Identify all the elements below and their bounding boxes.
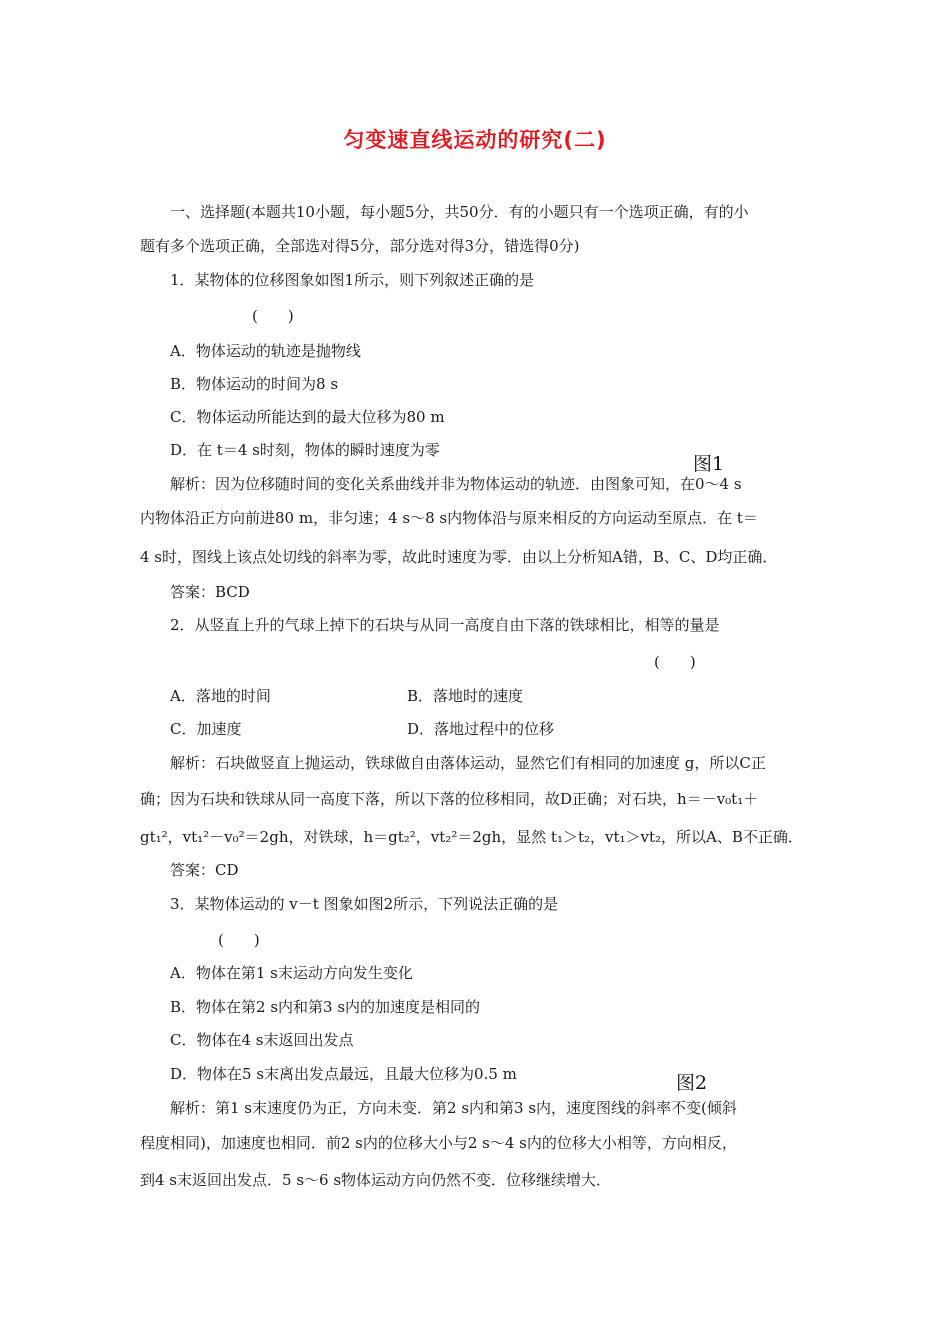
q2-option-a: A．落地的时间 [170,687,271,705]
q1-option-b: B．物体运动的时间为8 s [170,375,339,393]
q2-option-b: B．落地时的速度 [407,687,524,705]
q1-option-a: A．物体运动的轨迹是抛物线 [170,342,361,360]
q2-analysis-line1: 解析：石块做竖直上抛运动，铁球做自由落体运动，显然它们有相同的加速度 g，所以C正 [170,754,766,772]
q3-stem: 3．某物体运动的 v－t 图象如图2所示，下列说法正确的是 [170,895,559,913]
section-instructions-line2: 题有多个选项正确，全部选对得5分，部分选对得3分，错选得0分) [140,237,580,255]
q1-analysis-line1: 解析：因为位移随时间的变化关系曲线并非为物体运动的轨迹．由图象可知，在0～4 s [170,475,742,493]
q3-analysis-line1: 解析：第1 s末速度仍为正，方向未变．第2 s内和第3 s内，速度图线的斜率不变(倾斜 [170,1099,737,1117]
q2-option-d: D．落地过程中的位移 [407,720,555,738]
q1-option-d: D．在 t＝4 s时刻，物体的瞬时速度为零 [170,441,440,459]
q1-answer-blank: ( ) [252,307,294,325]
q3-option-b: B．物体在第2 s内和第3 s内的加速度是相同的 [170,998,481,1016]
q1-analysis-line3: 4 s时，图线上该点处切线的斜率为零，故此时速度为零．由以上分析知A错，B、C、D均正确． [140,548,778,566]
q2-analysis-line2: 确；因为石块和铁球从同一高度下落，所以下落的位移相同，故D正确；对石块，h＝－v₀t₁＋ [140,790,759,808]
q3-analysis-line3: 到4 s末返回出发点．5 s～6 s物体运动方向仍然不变．位移继续增大． [140,1171,612,1189]
figure-1-caption: 图1 [693,453,725,475]
figure-2-caption: 图2 [676,1072,708,1094]
q2-stem: 2．从竖直上升的气球上掉下的石块与从同一高度自由下落的铁球相比，相等的量是 [170,616,720,634]
q1-analysis-line2: 内物体沿正方向前进80 m，非匀速；4 s～8 s内物体沿与原来相反的方向运动至原点．在 t＝ [140,509,758,527]
q3-option-c: C．物体在4 s末返回出发点 [170,1031,354,1049]
section-instructions-line1: 一、选择题(本题共10小题，每小题5分，共50分．有的小题只有一个选项正确，有的小 [170,203,749,221]
q1-stem: 1．某物体的位移图象如图1所示，则下列叙述正确的是 [170,271,535,289]
q3-option-a: A．物体在第1 s末运动方向发生变化 [170,964,413,982]
q3-answer-blank: ( ) [218,931,260,949]
q1-option-c: C．物体运动所能达到的最大位移为80 m [170,408,445,426]
q3-option-d: D．物体在5 s末离出发点最远，且最大位移为0.5 m [170,1065,517,1083]
page-title: 匀变速直线运动的研究(二) [343,128,607,152]
q1-answer: 答案：BCD [170,583,250,601]
q2-answer-blank: ( ) [654,653,696,671]
q3-analysis-line2: 程度相同)，加速度也相同．前2 s内的位移大小与2 s～4 s内的位移大小相等，方向相反， [140,1134,737,1152]
q2-analysis-line3: gt₁²，vt₁²－v₀²＝2gh，对铁球，h＝gt₂²，vt₂²＝2gh，显然 t₁＞t₂，vt₁＞vt₂，所以A、B不正确． [140,828,803,846]
q2-answer: 答案：CD [170,861,239,879]
q2-option-c: C．加速度 [170,720,242,738]
